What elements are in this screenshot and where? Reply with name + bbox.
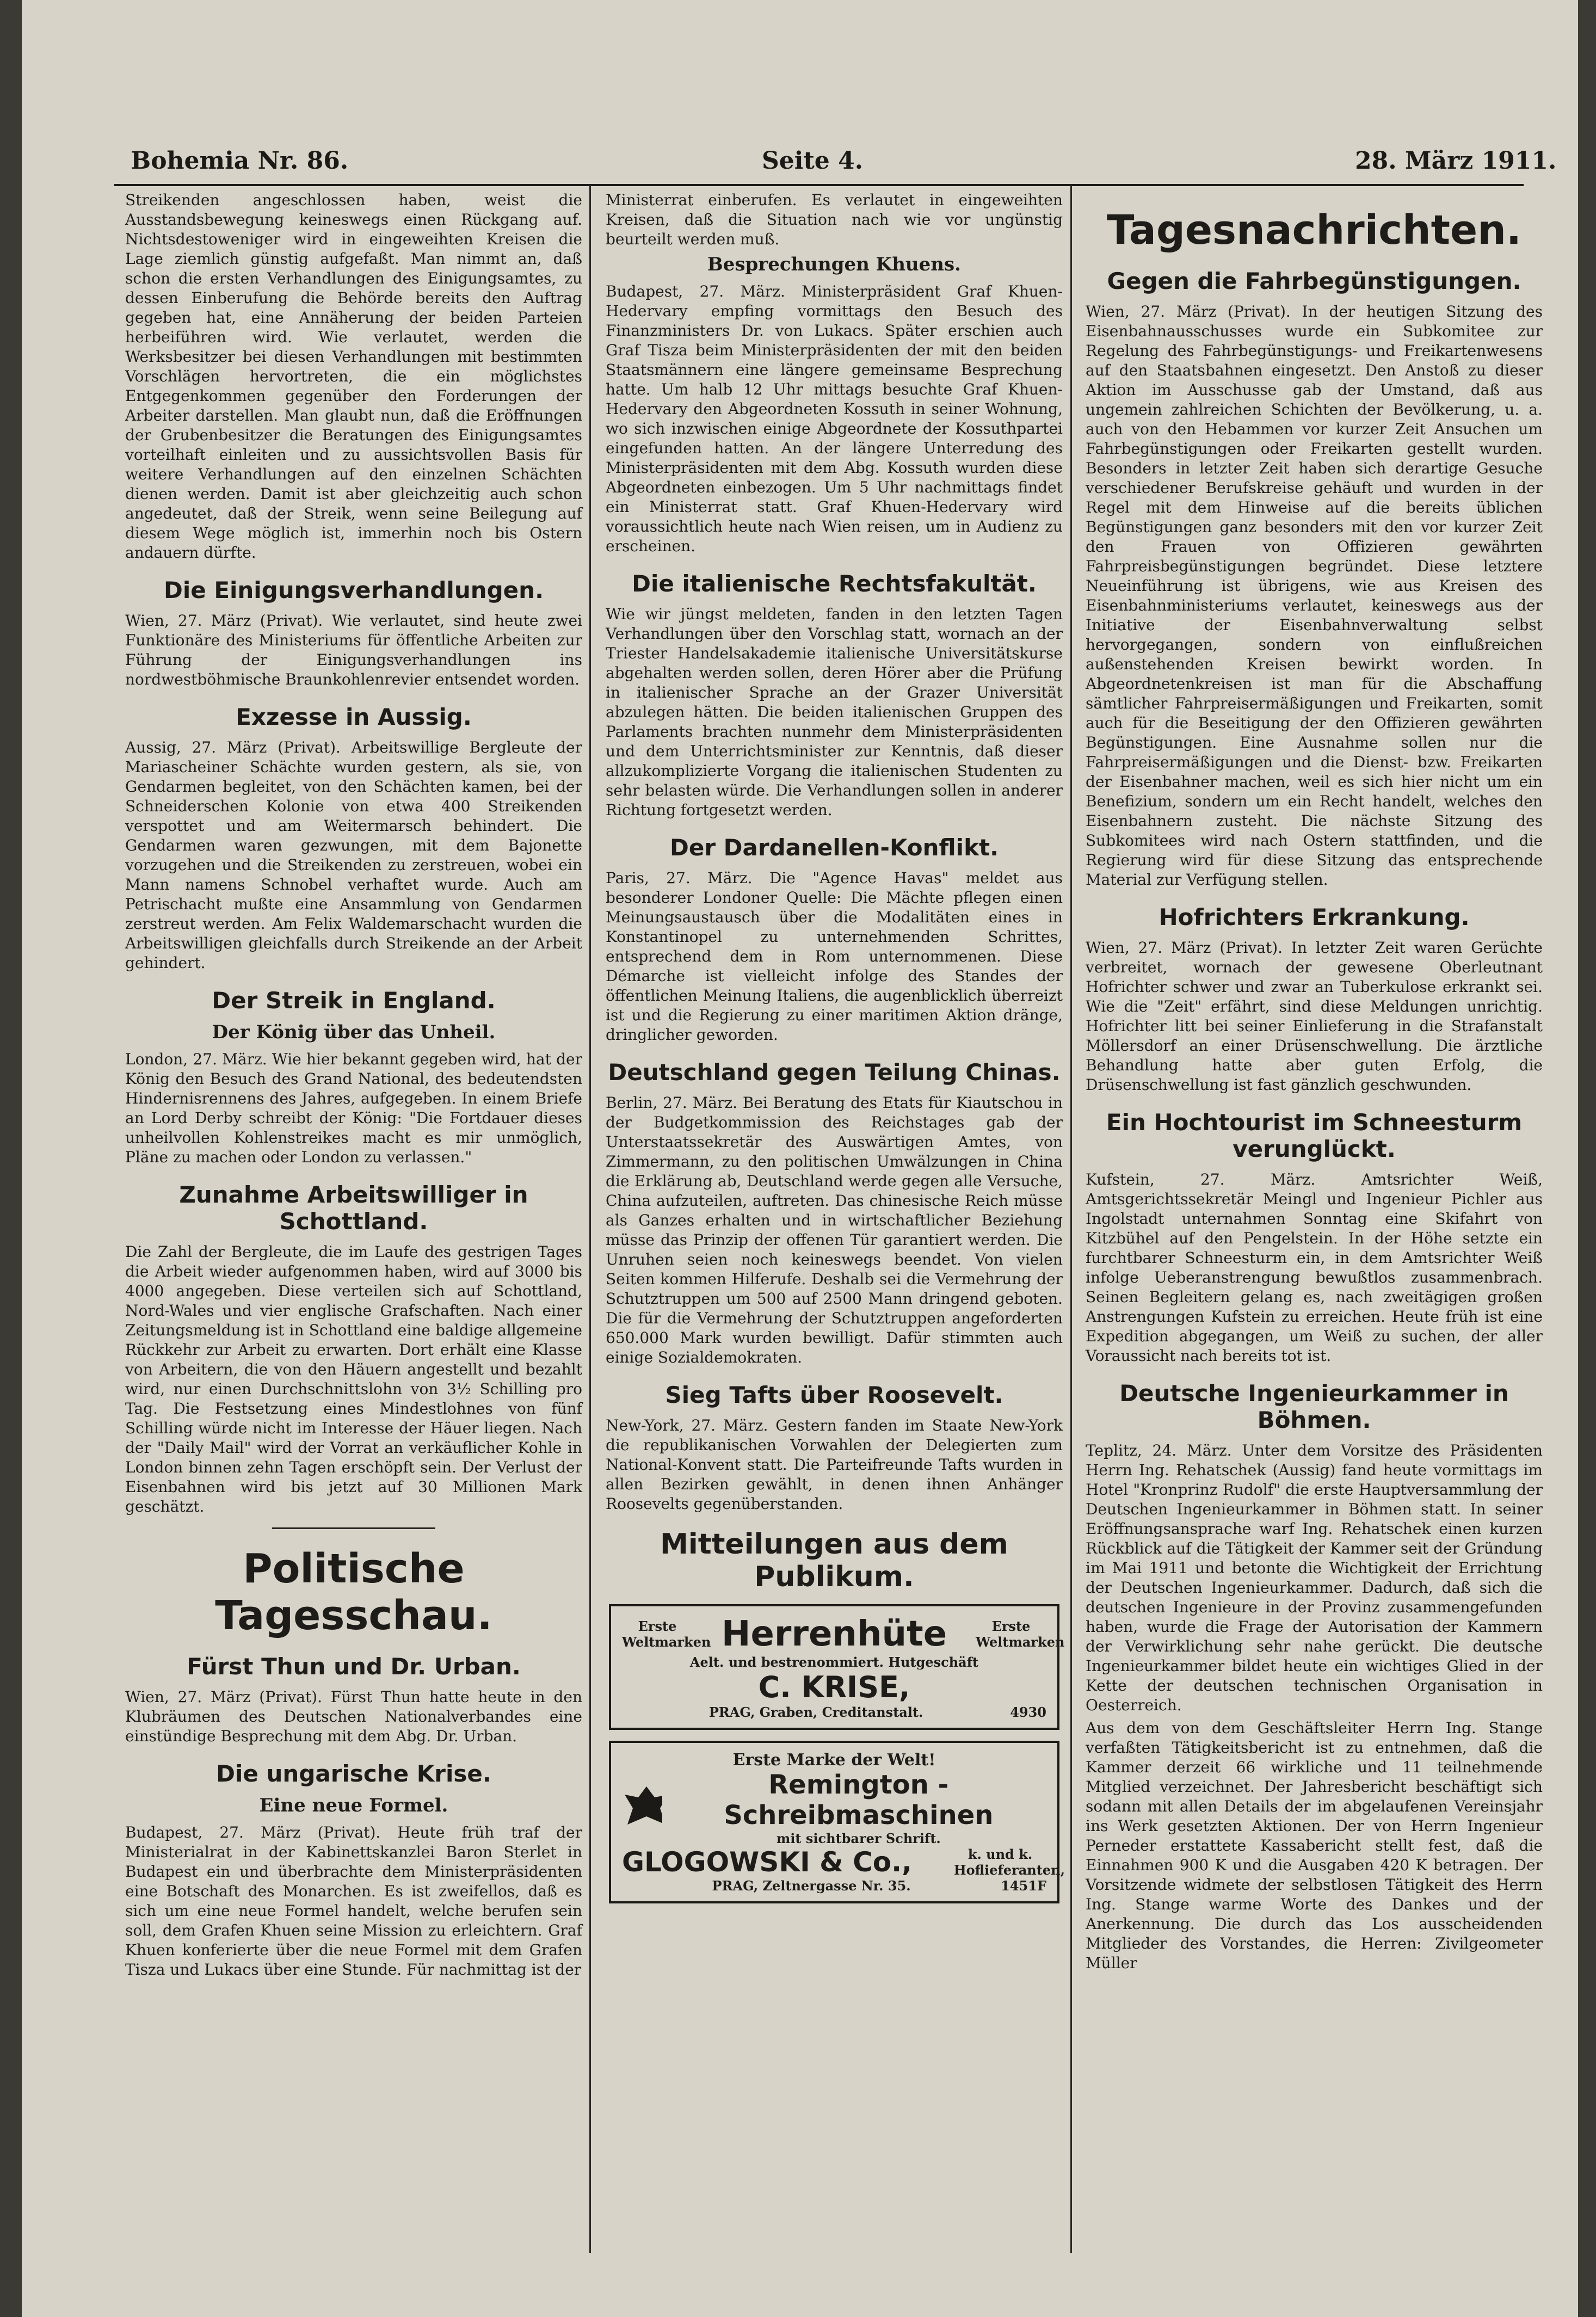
article-headline: Die italienische Rechtsfakultät. — [632, 570, 1037, 597]
article-subheadline: Besprechungen Khuens. — [707, 254, 961, 275]
ad-code: 1451F — [1001, 1878, 1046, 1894]
separator — [272, 1527, 435, 1529]
ad-supplier: k. und k. Hoflieferanten, — [954, 1846, 1065, 1878]
article-headline: Zunahme Arbeitswilliger in Schottland. — [179, 1181, 528, 1235]
ad-title: Herrenhüte — [721, 1614, 947, 1654]
advertisement-typewriters — [609, 1741, 1065, 1903]
article-headline: Gegen die Fahrbegünstigungen. — [1107, 268, 1521, 294]
article-headline: Die ungarische Krise. — [216, 1760, 491, 1787]
section-title: Politische Tagesschau. — [215, 1545, 492, 1639]
ad-company: GLOGOWSKI & Co., — [622, 1846, 913, 1878]
article-headline: Sieg Tafts über Roosevelt. — [665, 1382, 1003, 1408]
article-paragraph: Aussig, 27. März (Privat). Arbeitswillige Bergleute der Mariascheiner Schächte wurden gestern, als sie, von Gendarmen begleitet, von den Schächten kamen, bei der Schneiderschen Kolonie von etwa 400 Streikenden verspottet und am Weitermarsch behindert. Die Gendarmen waren gezwungen, mit dem Bajonette vorzugehen und die Streikenden zu zerstreuen, wobei ein Mann namens Schnobel verhaftet wurde. Auch am Petrischacht mußte eine Ansammlung von Gendarmen zerstreut werden. Am Felix Waldemarschacht wurden die Arbeitswilligen gleichfalls durch Streikende an der Arbeit gehindert. — [125, 738, 582, 972]
article-paragraph: New-York, 27. März. Gestern fanden im Staate New-York die republikanischen Vorwahlen der Delegierten zum National-Konvent statt. Die Parteifreunde Tafts wurden in allen Bezirken gewählt, in denen ihnen Anhänger Roosevelts gegenüberstanden. — [606, 1416, 1063, 1513]
article-headline: Ein Hochtourist im Schneesturm verunglückt. — [1106, 1109, 1523, 1162]
column-2 — [606, 190, 1063, 1914]
column-divider — [589, 185, 591, 2253]
ad-code: 4930 — [1010, 1704, 1046, 1720]
eagle-emblem-icon — [622, 1781, 662, 1835]
article-subheadline: Eine neue Formel. — [259, 1795, 448, 1816]
article-paragraph: Wien, 27. März (Privat). Fürst Thun hatte heute in den Klubräumen des Deutschen Nationalverbandes eine einstündige Besprechung mit dem Abg. Dr. Urban. — [125, 1688, 582, 1745]
article-headline: Deutsche Ingenieurkammer in Böhmen. — [1119, 1380, 1509, 1433]
advertisement-hats — [609, 1604, 1065, 1730]
ad-address: PRAG, Zeltnergasse Nr. 35. — [712, 1878, 911, 1894]
article-subheadline: Der König über das Unheil. — [212, 1021, 496, 1043]
ad-tagline: mit sichtbarer Schrift. — [776, 1831, 941, 1846]
column-1 — [125, 190, 582, 1983]
newspaper-page — [22, 0, 1578, 2317]
article-headline: Deutschland gegen Teilung Chinas. — [608, 1059, 1061, 1086]
article-paragraph: Berlin, 27. März. Bei Beratung des Etats für Kiautschou in der Budgetkommission des Reichstages gab der Unterstaatssekretär des Auswärtigen Amtes, von Zimmermann, zu den politischen Umwälzungen in China die Erklärung ab, Deutschland werde gegen alle Versuche, China aufzuteilen, auftreten. Das chinesische Reich müsse als Ganzes erhalten und in wirtschaftlicher Beziehung müsse das Prinzip der offenen Tür garantiert werden. Die Unruhen seien noch keineswegs beendet. Von vielen Seiten kommen Hilferufe. Deshalb sei die Vermehrung der Schutztruppen um 500 auf 2500 Mann dringend geboten. Die für die Vermehrung der Schutztruppen angeforderten 650.000 Mark wurden bewilligt. Dafür stimmten auch einige Sozialdemokraten. — [606, 1094, 1063, 1366]
section-title: Mitteilungen aus dem Publikum. — [660, 1528, 1008, 1593]
ad-company: C. KRISE, — [758, 1670, 910, 1704]
article-paragraph: Wien, 27. März (Privat). Wie verlautet, sind heute zwei Funktionäre des Ministeriums für öffentliche Arbeiten zur Führung der Einigungsverhandlungen ins nordwestböhmische Braunkohlenrevier entsendet worden. — [125, 612, 582, 688]
article-paragraph: Streikenden angeschlossen haben, weist die Ausstandsbewegung keineswegs einen Rückgang auf. Nichtsdestoweniger wird in eingeweihten Kreisen die Lage ziemlich günstig aufgefaßt. Man nimmt an, daß schon die ersten Verhandlungen des Einigungsamtes, zu dessen Einberufung die Behörde bereits den Auftrag gegeben hat, eine Annäherung der beiden Parteien herbeiführen wird. Wie verlautet, werden die Werksbesitzer bei diesen Verhandlungen mit bestimmten Vorschlägen hervortreten, die ein möglichstes Entgegenkommen gegenüber den Forderungen der Arbeiter darstellen. Man glaubt nun, daß die Eröffnungen der Grubenbesitzer die Beratungen des Einigungsamtes vorteilhaft einleiten und zu aussichtsvollen Basis für weitere Verhandlungen auf den einzelnen Schächten dienen werden. Damit ist aber gleichzeitig auch schon angedeutet, daß der Streik, wenn seine Beilegung auf diesem Wege möglich ist, immerhin noch bis Ostern andauern dürfte. — [125, 191, 582, 562]
article-paragraph: Teplitz, 24. März. Unter dem Vorsitze des Präsidenten Herrn Ing. Rehatschek (Aussig) fand heute vormittags im Hotel "Kronprinz Rudolf" die erste Hauptversammlung der Deutschen Ingenieurkammer in Böhmen statt. In seiner Eröffnungsansprache warf Ing. Rehatschek einen kurzen Rückblick auf die Tätigkeit der Kammer seit der Gründung im Mai 1911 und betonte die Wichtigkeit der Errichtung der Deutschen Ingenieurkammer. Dadurch, daß sich die deutschen Ingenieure in der Provinz zusammengefunden haben, wurde die Frage der Autorisation der Kammern der Verwirklichung sehr nahe gerückt. Die deutsche Ingenieurkammer bildet heute ein wichtiges Glied in der Kette der deutschen technischen Organisation in Oesterreich. — [1086, 1441, 1543, 1714]
article-paragraph: Budapest, 27. März. Ministerpräsident Graf Khuen-Hedervary empfing vormittags den Besuch des Finanzministers Dr. von Lukacs. Später erschien auch Graf Tisza beim Ministerpräsidenten der mit den beiden Staatsmännern eine längere gemeinsame Besprechung hatte. Um halb 12 Uhr mittags besuchte Graf Khuen-Hedervary den Abgeordneten Kossuth in seiner Wohnung, wo sich inzwischen einige Abgeordnete der Kossuthpartei eingefunden hatten. An der längere Unterredung des Ministerpräsidenten mit dem Abg. Kossuth wurden diese Abgeordneten einbezogen. Um 5 Uhr nachmittags findet ein Ministerrat statt. Graf Khuen-Hedervary wird voraussichtlich heute nach Wien reisen, um in Audienz zu erscheinen. — [606, 282, 1063, 555]
header-page-number: Seite 4. — [762, 147, 864, 175]
section-title: Tagesnachrichten. — [1106, 207, 1521, 254]
article-paragraph: Wie wir jüngst meldeten, fanden in den letzten Tagen Verhandlungen über den Vorschlag statt, wornach an der Triester Handelsakademie italienische Universitätskurse abgehalten werden sollen, deren Hörer aber die Prüfung in italienischer Sprache an der Grazer Universität abzulegen hätten. Die beiden italienischen Gruppen des Parlaments brachten nunmehr dem Ministerpräsidenten und dem Unterrichtsminister zur Kenntnis, daß dieser allzukomplizierte Vorgang die italienischen Studenten zu sehr belasten würde. Die Verhandlungen sollen in anderer Richtung fortgesetzt werden. — [606, 605, 1063, 819]
article-headline: Exzesse in Aussig. — [236, 704, 472, 730]
ad-title: Remington - Schreibmaschinen — [724, 1770, 994, 1831]
article-headline: Der Dardanellen-Konflikt. — [669, 834, 999, 861]
article-paragraph: Wien, 27. März (Privat). In der heutigen Sitzung des Eisenbahnausschusses wurde ein Subkomitee zur Regelung des Fahrbegünstigungs- und Freikartenwesens auf den Staatsbahnen eingesetzt. Den Anstoß zu dieser Aktion im Ausschusse gab der Umstand, daß aus ungemein zahlreichen Schichten der Bevölkerung, u. a. auch von den Hebammen vor kurzer Zeit Ansuchen um Fahrbegünstigungen oder Freikarten gestellt wurden. Besonders in letzter Zeit haben sich derartige Gesuche verschiedener Berufskreise gehäuft und wurden in der Regel mit dem Hinweise auf die bereits üblichen Begünstigungen ganz besonders mit den vor kurzer Zeit den Frauen von Offizieren gewährten Fahrpreisbegünstigungen begründet. Diese letztere Neueinführung ist übrigens, wie aus Kreisen des Eisenbahnministeriums verlautet, keineswegs aus der Initiative der Eisenbahnverwaltung selbst hervorgegangen, sondern von einflußreichen außenstehenden Kreisen bewirkt worden. In Abgeordnetenkreisen ist man für die Abschaffung sämtlicher Fahrpreisermäßigungen und Freikarten, somit auch für die Beseitigung der den Offizieren gewährten Begünstigungen. Eine Ausnahme sollen nur die Fahrpreisermäßigungen und die Dienst- bzw. Freikarten der Eisenbahner machen, weil es sich hier nicht um ein Benefizium, sondern um ein Recht handelt, welches den Eisenbahnern zusteht. Die nächste Sitzung des Subkomitees wird nach Ostern stattfinden, und die Regierung wird für diese Sitzung das entsprechende Material zur Verfügung stellen. — [1086, 303, 1543, 889]
article-paragraph: Ministerrat einberufen. Es verlautet in eingeweihten Kreisen, daß die Situation nach wie vor ungünstig beurteilt werden muß. — [606, 191, 1063, 248]
article-paragraph: Wien, 27. März (Privat). In letzter Zeit waren Gerüchte verbreitet, wornach der gewesene Oberleutnant Hofrichter schwer und zwar an Tuberkulose erkrankt sei. Wie die "Zeit" erfährt, sind diese Meldungen unrichtig. Hofrichter litt bei seiner Einlieferung in die Strafanstalt Möllersdorf an einer Drüsenschwellung. Die ärztliche Behandlung hatte aber guten Erfolg, die Drüsenschwellung ist fast gänzlich geschwunden. — [1086, 939, 1543, 1094]
article-paragraph: London, 27. März. Wie hier bekannt gegeben wird, hat der König den Besuch des Grand National, des bedeutendsten Hindernisrennens des Jahres, aufgegeben. In einem Briefe an Lord Derby schreibt der König: "Die Fortdauer dieses unheilvollen Kohlenstreikes macht es mir unmöglich, Pläne zu machen oder London zu verlassen." — [125, 1050, 582, 1166]
article-paragraph: Budapest, 27. März (Privat). Heute früh traf der Ministerialrat in der Kabinettskanzlei Baron Sterlet in Budapest ein und überbrachte dem Ministerpräsidenten eine Botschaft des Monarchen. Es ist zweifellos, daß es sich um eine neue Formel handelt, welche berufen sein soll, dem Grafen Khuen seine Mission zu erleichtern. Graf Khuen konferierte über die neue Formel mit dem Grafen Tisza und Lukacs über eine Stunde. Für nachmittag ist der — [125, 1823, 582, 1979]
article-headline: Der Streik in England. — [212, 987, 496, 1014]
ad-top-line: Erste Marke der Welt! — [732, 1751, 936, 1770]
header-date: 28. März 1911. — [1355, 147, 1557, 175]
ad-right-label: Erste Weltmarken — [976, 1618, 1065, 1650]
article-paragraph: Die Zahl der Bergleute, die im Laufe des gestrigen Tages die Arbeit wieder aufgenommen haben, wird auf 3000 bis 4000 angegeben. Diese verteilen sich auf Schottland, Nord-Wales und vier englische Grafschaften. Nach einer Zeitungsmeldung ist in Schottland eine baldige allgemeine Rückkehr zur Arbeit zu erwarten. Dort erhält eine Klasse von Arbeitern, die von den Häuern angestellt und bezahlt wird, nur einen Durchschnittslohn von 3½ Schilling pro Tag. Die Festsetzung eines Mindestlohnes von fünf Schilling würde nicht im Interesse der Häuer liegen. Nach der "Daily Mail" wird der Vorrat an verkäuflicher Kohle in London binnen zehn Tagen erschöpft sein. Der Verlust der Eisenbahnen wird bis jetzt auf 30 Millionen Mark geschätzt. — [125, 1243, 582, 1515]
article-paragraph: Kufstein, 27. März. Amtsrichter Weiß, Amtsgerichtssekretär Meingl und Ingenieur Pichler aus Ingolstadt unternahmen Sonntag eine Skifahrt von Kitzbühel auf den Pengelstein. In der Höhe setzte ein furchtbarer Schneesturm ein, in dem Amtsrichter Weiß infolge Ueberanstrengung bewußtlos zusammenbrach. Seinen Begleitern gelang es, nach zweitägigen großen Anstrengungen Kufstein zu erreichen. Heute früh ist eine Expedition abgegangen, um Weiß zu suchen, der aller Voraussicht nach bereits tot ist. — [1086, 1170, 1543, 1365]
header-rule — [114, 184, 1524, 186]
header-left: Bohemia Nr. 86. — [131, 147, 349, 175]
ad-address: PRAG, Graben, Creditanstalt. — [708, 1704, 923, 1720]
article-paragraph: Paris, 27. März. Die "Agence Havas" meldet aus besonderer Londoner Quelle: Die Mächte pflegen einen Meinungsaustausch über die Modalitäten eines in Konstantinopel zu unternehmenden Schrittes, entsprechend dem in Rom unternommenen. Diese Démarche ist vielleicht infolge des Standes der öffentlichen Meinung Italiens, die augenblicklich überreizt ist und die Regierung zu einer maritimen Aktion dränge, dringlicher geworden. — [606, 869, 1063, 1044]
column-divider — [1070, 185, 1072, 2253]
article-headline: Hofrichters Erkrankung. — [1159, 904, 1470, 931]
article-paragraph: Aus dem von dem Geschäftsleiter Herrn Ing. Stange verfaßten Tätigkeitsbericht ist zu entnehmen, daß die Kammer derzeit 66 wirkliche und 11 teilnehmende Mitglied verzeichnet. Der Jahresbericht beschäftigt sich sodann mit allen Details der im abgelaufenen Vereinsjahr ins Werk gesetzten Aktionen. Der von Herrn Ingenieur Perneder erstattete Kassabericht stellt fest, daß die Einnahmen 900 K und die Ausgaben 420 K betragen. Der Vorsitzende widmete der selbstlosen Tätigkeit des Herrn Ing. Stange warme Worte des Dankes und der Anerkennung. Die durch das Los ausscheidenden Mitglieder des Vorstandes, die Herren: Zivilgeometer Müller — [1086, 1719, 1543, 1972]
ad-left-label: Erste Weltmarken — [622, 1618, 711, 1650]
ad-tagline: Aelt. und bestrenommiert. Hutgeschäft — [689, 1654, 979, 1670]
article-headline: Fürst Thun und Dr. Urban. — [187, 1653, 521, 1680]
article-headline: Die Einigungsverhandlungen. — [163, 577, 544, 603]
column-3 — [1086, 190, 1543, 1976]
